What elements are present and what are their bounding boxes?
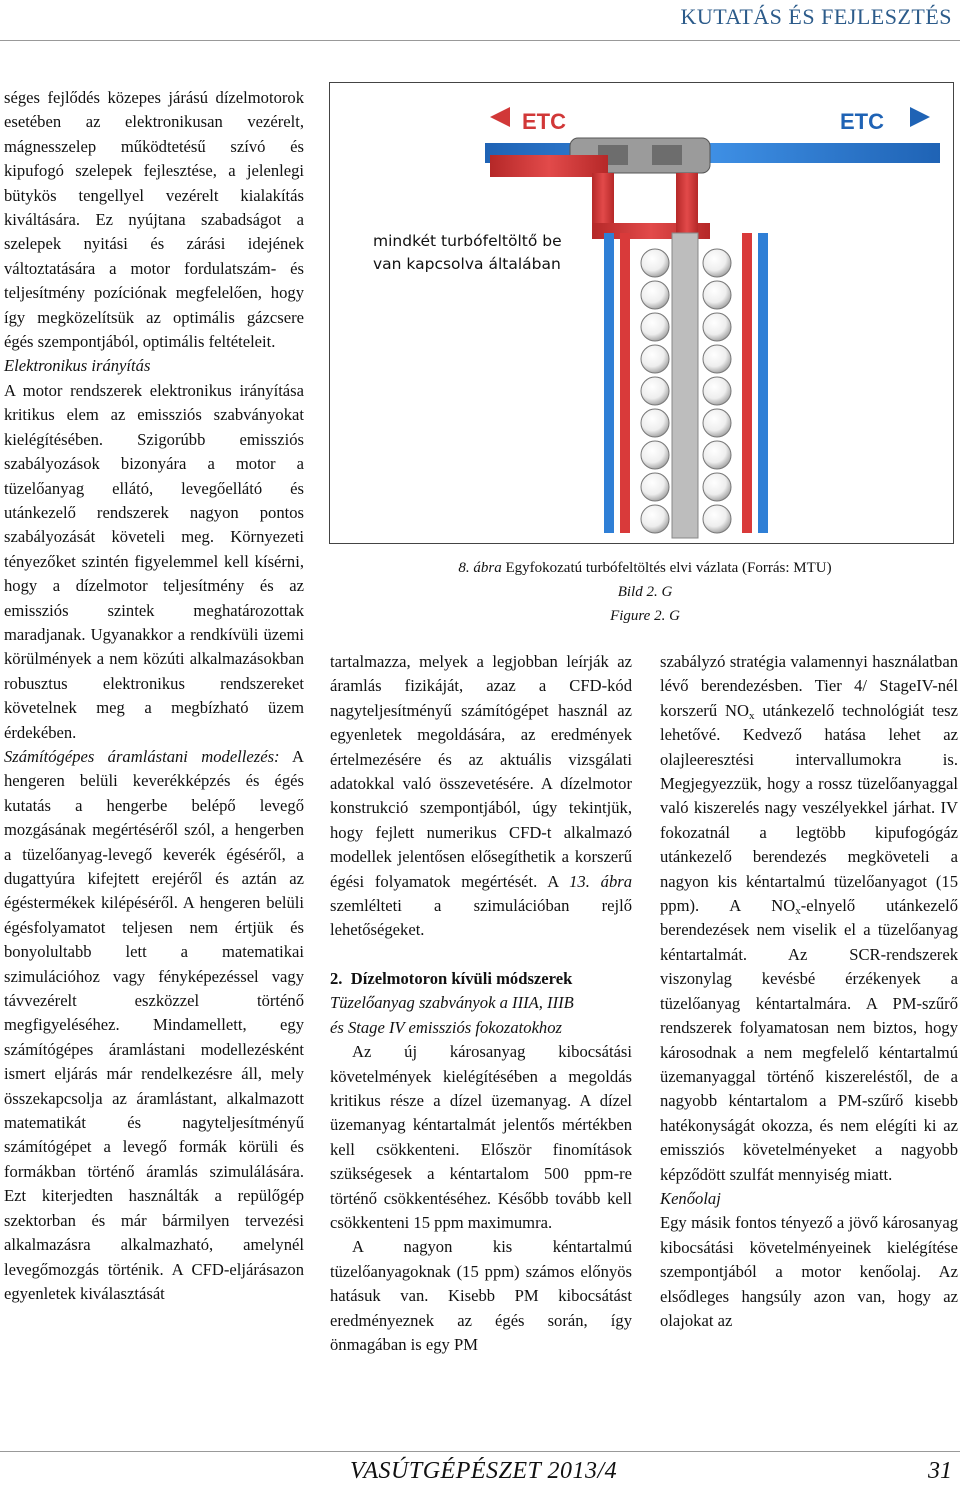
right-paragraph-1 [660, 650, 958, 1187]
subheading-line-1: Tüzelőanyag szabványok a IIIA, IIIB [330, 993, 574, 1013]
section-title: Dízelmotoron kívüli módszerek [350, 968, 573, 988]
right-p1-a: szabályzó stratégia valamennyi használatban lévő berendezésben. Tier 4/ StageIV-nél korszerű NO [660, 652, 958, 720]
caption-de-text: Bild 2. G [617, 584, 673, 600]
spacer [330, 943, 632, 967]
valve [641, 377, 669, 405]
red-pipe-down-2 [676, 173, 698, 233]
valve [703, 281, 731, 309]
footer-rule [0, 1451, 960, 1452]
figure-caption-text: Egyfokozatú turbófeltöltés elvi vázlata (Forrás: MTU) [505, 560, 832, 576]
subscript-x: x [749, 709, 755, 722]
mid-p1-text: tartalmazza, melyek a legjobban leírják az áramlás fizikáját, azaz a CFD-kód nagyteljesítményű számítógépet használ az egyenletek megoldására, az eredmények értelmezésére és az aktuális vizsgálati adatokkal való összevetésére. A dízelmotor konstrukció szempontjából, úgy tekintjük, hogy fejlett numerikus CFD-t alkalmazó modellek jelentősen elősegíthetik a korszerű égési folyamatok megértését. A [330, 652, 632, 891]
red-pipe-top [490, 155, 608, 177]
blue-pipe-left [604, 233, 614, 533]
section-number: 2. [330, 968, 343, 988]
turbocharger-diagram [330, 83, 954, 544]
left-paragraph-3 [4, 745, 304, 1306]
figure-reference: 13. ábra [569, 871, 632, 891]
etc-label-right: ETC [840, 109, 884, 134]
valve [641, 473, 669, 501]
valves-right [703, 249, 731, 533]
valve [703, 249, 731, 277]
heading-elektronikus-iranyitas: Elektronikus irányítás [4, 356, 151, 376]
valve [641, 345, 669, 373]
valve [641, 441, 669, 469]
red-pipe-left [620, 233, 630, 533]
valve [703, 409, 731, 437]
mid-paragraph-2: Az új károsanyag kibocsátási követelmények kielégítésében a megoldás kritikus része a dízel üzemanyag. A dízel üzemanyag kéntartalmát jelentős mértékben kell csökkenteni. Először finomítások szükségesek a kéntartalom 500 ppm-re történő csökkentéséhez. Később tovább kell csökkenteni 15 ppm maximumra. [330, 1042, 632, 1232]
left-column [4, 86, 304, 1306]
arrow-right-icon [910, 107, 930, 127]
caption-en-text: Figure 2. G [610, 608, 680, 624]
valve [703, 473, 731, 501]
heading-kenoolaj: Kenőolaj [660, 1188, 721, 1208]
valve [703, 313, 731, 341]
mid-paragraph-1 [330, 650, 632, 943]
header-rule [0, 40, 960, 41]
valve [703, 441, 731, 469]
subscript-x-2: x [795, 905, 801, 918]
heading-cfd-modellezes: Számítógépes áramlástani modellezés: [4, 746, 280, 766]
page-number: 31 [928, 1458, 952, 1484]
section-heading-2 [330, 967, 632, 991]
left-paragraph-1: séges fejlődés közepes járású dízelmotorok esetében az elektronikusan vezérelt, mágnesszelep működtetésű szívó és kipufogó szelepek fejlesztése, a jelenlegi bütykös tengellyel vezérelt kialakítás kiváltására. Ez nyújtana szabadságot a szelepek nyitási és zárási idejének változtatására a motor fordulatszám- és teljesítmény pozíciónak megfelelően, hogy így megközelítsük az optimális gázcsere égés szempontjából, optimális feltételeit. [4, 88, 304, 352]
mid-paragraph-3: A nagyon kis kéntartalmú tüzelőanyagoknak (15 ppm) számos előnyös hatásuk van. Kisebb PM kibocsátást eredményeznek az égés során, így önmagában is egy PM [330, 1237, 632, 1354]
valve [641, 313, 669, 341]
right-column [660, 650, 958, 1333]
section-header: KUTATÁS ÉS FEJLESZTÉS [680, 4, 952, 29]
right-paragraph-2: Egy másik fontos tényező a jövő károsanyag kibocsátási követelményeinek kielégítése szempontjából a motor kenőolaj. Az elsődleges hangsúly azon van, hogy az olajokat az [660, 1213, 958, 1330]
middle-column [330, 650, 632, 1357]
valve [641, 281, 669, 309]
valve [703, 505, 731, 533]
right-p1-b: utánkezelő technológiát tesz lehetővé. Kedvező hatása lehet az olajleeresztési intervallumokra is. Megjegyezzük, hogy a rossz tüzelőanyaggal való kiszerelés nagy veszélyekkel járhat. IV fokozatnál a legtöbb kipufogógáz utánkezelő berendezés megköveteli a nagyon kis kéntartalmú tüzelőanyagot (15 ppm). A NO [660, 700, 958, 916]
valve [703, 377, 731, 405]
annotation-line-1: mindkét turbófeltöltő be [373, 232, 562, 250]
journal-title: VASÚTGÉPÉSZET 2013/4 [350, 1458, 618, 1484]
arrow-left-icon [490, 107, 510, 127]
blue-pipe-right [758, 233, 768, 533]
valve [641, 409, 669, 437]
figure-caption-en [330, 604, 960, 628]
left-paragraph-3-text: A hengeren belüli keverékképzés és égés kutatás a hengerbe belépő levegő mozgásának megértéséről szól, a hengerben a tüzelőanyag-levegő keverék égéséről, a dugattyúra kifejtett erejéről és aztán az égéstermékek kilépéséről. A hengeren belüli égésfolyamatot teljesen nem értjük és bonyolultabb lett a matematikai szimulációhoz vagy fényképezéssel vagy távvezérelt eszközzel történő megfigyeléséhez. Mindamellett, egy számítógépes áramlástani modellezésként ismert eljárás már rendelkezésre áll, mely összekapcsolja az áramlástant, alkalmazott matematikát és nagyteljesítményű számítógépet a levegő formák körüli és formákban történő áramlás szimulálására. Ezt kiterjedten használták a repülőgép szektorban és már bármilyen tervezési alkalmazásra alkalmazható, amelynél levegőmozgás történik. A CFD-eljárásazon egyenletek kiválasztását [4, 746, 304, 1303]
figure-caption-de [330, 580, 960, 604]
figure-caption [330, 556, 960, 580]
turbocharger-figure [329, 82, 954, 544]
subheading-line-2: és Stage IV emissziós fokozatokhoz [330, 1017, 562, 1037]
mid-p1-text-end: szemlélteti a szimulációban rejlő lehetőségeket. [330, 896, 632, 940]
valve [641, 249, 669, 277]
red-pipe-right [742, 233, 752, 533]
left-paragraph-2: A motor rendszerek elektronikus irányítása kritikus elem az emissziós szabványokat kielégítésében. Szigorúbb emissziós szabályozások bizonyára a motor a tüzelőanyag ellátó, levegőellátó és utánkezelő rendszerek nagyon pontos szabályozását követeli meg. Környezeti tényezőket szintén figyelemmel kell kísérni, hogy a dízelmotor teljesítmény és az emissziós szintek meghatározottak maradjanak. Ugyanakkor a rendkívüli üzemi körülmények a nem közúti alkalmazásokban robusztus elektronikus rendszereket követelnek meg a megbízható üzem érdekében. [4, 380, 304, 742]
valve [703, 345, 731, 373]
valve [641, 505, 669, 533]
valves-left [641, 249, 669, 533]
crankshaft-column [672, 233, 698, 538]
turbo-core-right [652, 145, 682, 165]
annotation-line-2: van kapcsolva általában [373, 255, 561, 273]
figure-number: 8. ábra [458, 560, 502, 576]
etc-label-left: ETC [522, 109, 566, 134]
right-p1-c: -elnyelő utánkezelő berendezések nem viselik el a tüzelőanyag kéntartalmát. Az SCR-rendszerek viszonylag kevésbé érzékenyek a tüzelőanyag kéntartalmára. A PM-szűrő rendszerek folyamatosan nem biztos, hogy károsodnak a nem megfelelő kéntartalmú üzemanyaggal történő kiszereléstől, de a nagyobb kéntartalom a PM-szűrő kisebb hatékonyságát okozza, és nem elégíti ki az emissziós követelményeket a nagyobb képződött szulfát mennyiség miatt. [660, 896, 959, 1184]
